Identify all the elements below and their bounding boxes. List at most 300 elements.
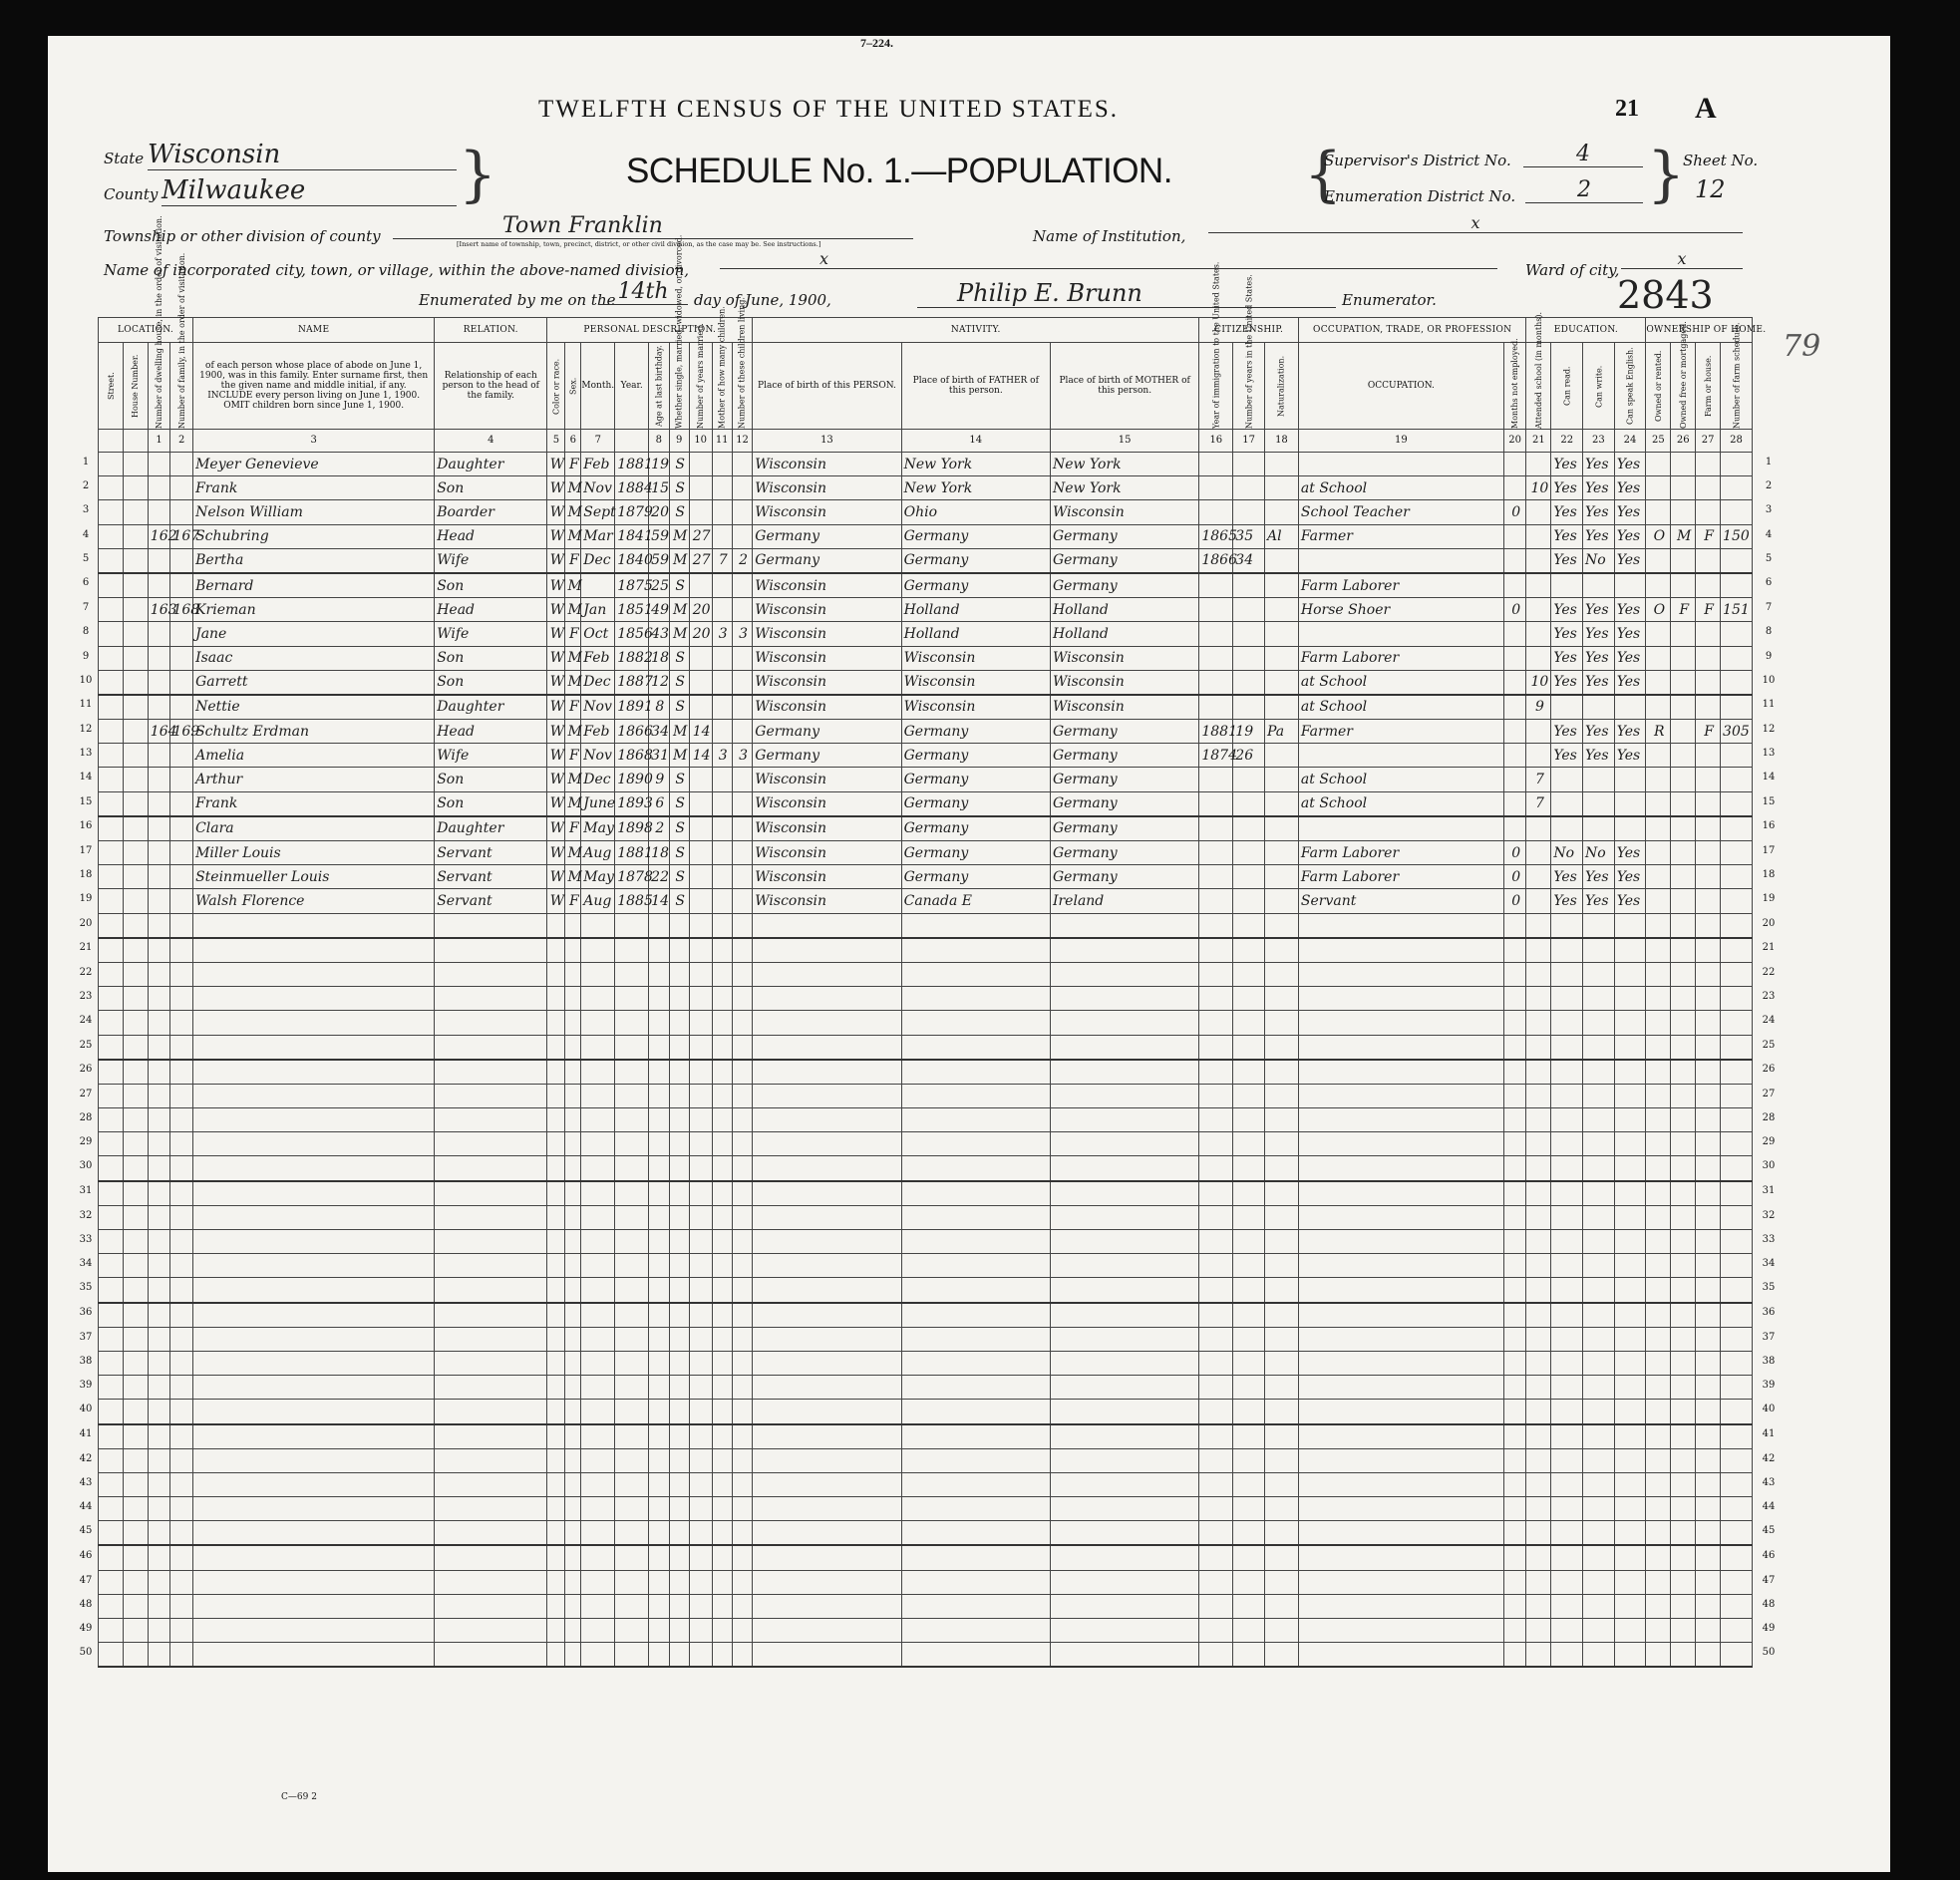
cell-occ: [1298, 744, 1503, 768]
row-number: 41: [79, 1428, 93, 1439]
row-number: 32: [79, 1210, 93, 1221]
cell-mu: [1503, 1084, 1526, 1107]
cell-rd: [1551, 1472, 1583, 1496]
cell-fm: [1671, 1448, 1696, 1472]
cell-imm: [1199, 1351, 1233, 1375]
cell-cl: [732, 1643, 752, 1668]
row-number: 27: [1762, 1089, 1776, 1099]
row-number: 6: [1765, 577, 1773, 588]
cell-blank: [99, 1351, 124, 1375]
cell-en: [1614, 791, 1646, 816]
cell-rd: Yes: [1551, 622, 1583, 646]
cell-own: [1646, 768, 1671, 791]
cell-age: [649, 1060, 669, 1085]
row-number: 44: [1762, 1501, 1776, 1512]
cell-bm: New York: [1050, 453, 1198, 476]
group-name: NAME: [193, 318, 435, 343]
cell-dw: [148, 453, 170, 476]
cell-fm: [1671, 1230, 1696, 1254]
cell-age: [649, 1472, 669, 1496]
cell-en: [1614, 1230, 1646, 1254]
cell-wr: Yes: [1583, 889, 1615, 913]
cell-dw: [148, 573, 170, 598]
enumerated-day: 14th: [598, 279, 688, 305]
cell-yrs: 19: [1233, 720, 1265, 744]
cell-ym: [689, 1376, 712, 1400]
cell-sex: [565, 962, 581, 986]
cell-cb: [712, 1327, 732, 1351]
cell-fs: [1721, 1400, 1753, 1424]
group-relation: RELATION.: [435, 318, 547, 343]
cell-rd: [1551, 1132, 1583, 1156]
cell-own: [1646, 1619, 1671, 1643]
cell-age: [649, 1376, 669, 1400]
cell-blank: [123, 1327, 148, 1351]
cell-sch: [1526, 1205, 1551, 1229]
cell-color: [547, 938, 565, 963]
cell-bm: [1050, 1181, 1198, 1206]
cell-occ: [1298, 962, 1503, 986]
cell-month: Feb: [581, 646, 615, 670]
cell-mu: [1503, 1497, 1526, 1521]
table-row: [99, 1448, 1753, 1472]
row-number: 4: [82, 529, 90, 540]
cell-fs: [1721, 1545, 1753, 1570]
cell-occ: Farm Laborer: [1298, 573, 1503, 598]
cell-en: Yes: [1614, 720, 1646, 744]
cell-blank: [99, 1376, 124, 1400]
cell-sex: [565, 1303, 581, 1328]
cell-occ: [1298, 1084, 1503, 1107]
cell-bf: [901, 1230, 1050, 1254]
cell-mar: [669, 1351, 689, 1375]
cell-rel: Son: [435, 791, 547, 816]
cell-own: [1646, 1327, 1671, 1351]
cell-bm: [1050, 1497, 1198, 1521]
cell-bf: [901, 1472, 1050, 1496]
cell-ym: [689, 1156, 712, 1181]
cell-year: [615, 1545, 649, 1570]
cell-fs: [1721, 1643, 1753, 1668]
row-number: 48: [79, 1599, 93, 1610]
cell-blank: [99, 453, 124, 476]
cell-rel: Son: [435, 476, 547, 500]
cell-blank: [99, 622, 124, 646]
cell-year: [615, 1108, 649, 1132]
cell-nat: [1264, 1351, 1298, 1375]
cell-fs: [1721, 1570, 1753, 1594]
table-row: [99, 1545, 1753, 1570]
cell-mu: [1503, 1400, 1526, 1424]
cell-rd: Yes: [1551, 720, 1583, 744]
cell-rd: [1551, 1035, 1583, 1060]
cell-mu: [1503, 768, 1526, 791]
cell-color: [547, 1351, 565, 1375]
cell-wr: [1583, 1400, 1615, 1424]
col-marital: Whether single, married, widowed, or divorced.: [669, 343, 689, 430]
cell-cb: [712, 1205, 732, 1229]
cell-cl: [732, 1497, 752, 1521]
cell-yrs: [1233, 1570, 1265, 1594]
cell-cl: [732, 1376, 752, 1400]
cell-fm: [1671, 1472, 1696, 1496]
cell-mar: [669, 962, 689, 986]
cell-fh: [1696, 1303, 1721, 1328]
col-attended-school: Attended school (in months).: [1526, 343, 1551, 430]
cell-color: [547, 1230, 565, 1254]
cell-year: 1866: [615, 720, 649, 744]
cell-ym: 27: [689, 524, 712, 548]
cell-wr: [1583, 1521, 1615, 1546]
cell-occ: at School: [1298, 476, 1503, 500]
cell-blank: [123, 744, 148, 768]
cell-color: [547, 1132, 565, 1156]
cell-bf: New York: [901, 453, 1050, 476]
cell-blank: [99, 987, 124, 1011]
cell-rel: Son: [435, 573, 547, 598]
cell-bm: New York: [1050, 476, 1198, 500]
cell-fh: [1696, 1619, 1721, 1643]
cell-fs: [1721, 622, 1753, 646]
cell-ym: [689, 1400, 712, 1424]
institution-label: Name of Institution,: [1033, 227, 1186, 245]
cell-sex: [565, 1156, 581, 1181]
cell-rel: [435, 1230, 547, 1254]
cell-own: [1646, 573, 1671, 598]
col-can-read: Can read.: [1551, 343, 1583, 430]
cell-ym: [689, 1108, 712, 1132]
cell-mu: [1503, 1303, 1526, 1328]
cell-sch: [1526, 1351, 1551, 1375]
cell-age: 59: [649, 524, 669, 548]
row-number: 49: [79, 1623, 93, 1634]
cell-en: Yes: [1614, 476, 1646, 500]
cell-bp: Wisconsin: [753, 476, 901, 500]
cell-ym: [689, 695, 712, 720]
table-row: [99, 1400, 1753, 1424]
row-number: 21: [1762, 942, 1776, 953]
cell-fm: [1671, 695, 1696, 720]
cell-fh: [1696, 865, 1721, 889]
cell-cl: [732, 962, 752, 986]
cell-dw: [148, 622, 170, 646]
cell-fs: [1721, 1132, 1753, 1156]
cell-ym: [689, 1011, 712, 1035]
cell-cl: [732, 1472, 752, 1496]
cell-month: [581, 1351, 615, 1375]
cell-bp: [753, 1545, 901, 1570]
cell-blank: [123, 1084, 148, 1107]
cell-occ: Servant: [1298, 889, 1503, 913]
table-row: [99, 670, 1753, 695]
cell-fs: 150: [1721, 524, 1753, 548]
cell-color: [547, 1205, 565, 1229]
cell-dw: [148, 1060, 170, 1085]
cell-age: [649, 1497, 669, 1521]
cell-blank: [123, 1521, 148, 1546]
cell-blank: [99, 1570, 124, 1594]
cell-imm: [1199, 1108, 1233, 1132]
cell-bf: [901, 1570, 1050, 1594]
cell-en: Yes: [1614, 622, 1646, 646]
cell-sch: [1526, 453, 1551, 476]
cell-mu: [1503, 1108, 1526, 1132]
row-number: 17: [1762, 845, 1776, 856]
cell-bf: [901, 1594, 1050, 1618]
cell-mu: [1503, 1011, 1526, 1035]
cell-dw: [148, 1424, 170, 1449]
cell-year: 1885: [615, 889, 649, 913]
cell-own: [1646, 695, 1671, 720]
cell-sch: [1526, 1060, 1551, 1085]
cell-own: [1646, 1472, 1671, 1496]
left-brace: {: [1304, 140, 1343, 209]
cell-fam: [170, 1351, 193, 1375]
cell-bf: [901, 1545, 1050, 1570]
table-row: [99, 1327, 1753, 1351]
cell-yrs: [1233, 987, 1265, 1011]
cell-wr: [1583, 1084, 1615, 1107]
cell-age: 15: [649, 476, 669, 500]
cell-wr: [1583, 1205, 1615, 1229]
cell-name: Garrett: [193, 670, 435, 695]
cell-age: [649, 962, 669, 986]
cell-bp: [753, 1521, 901, 1546]
cell-fam: [170, 1376, 193, 1400]
cell-color: [547, 1011, 565, 1035]
cell-year: [615, 1424, 649, 1449]
cell-blank: [99, 1327, 124, 1351]
cell-en: [1614, 1181, 1646, 1206]
cell-blank: [123, 913, 148, 938]
margin-note: 79: [1783, 329, 1821, 364]
cell-imm: [1199, 476, 1233, 500]
col-free-mortgaged: Owned free or mortgaged.: [1671, 343, 1696, 430]
cell-sex: F: [565, 889, 581, 913]
cell-rd: Yes: [1551, 670, 1583, 695]
enumeration-value: 2: [1525, 177, 1643, 203]
cell-cl: [732, 865, 752, 889]
cell-cb: [712, 1156, 732, 1181]
cell-sch: [1526, 622, 1551, 646]
cell-sch: [1526, 524, 1551, 548]
cell-dw: [148, 1035, 170, 1060]
cell-dw: [148, 1278, 170, 1303]
cell-sch: [1526, 646, 1551, 670]
column-number: 14: [901, 430, 1050, 453]
cell-fs: [1721, 938, 1753, 963]
cell-sex: M: [565, 476, 581, 500]
cell-cb: [712, 1230, 732, 1254]
cell-age: [649, 913, 669, 938]
cell-mar: M: [669, 720, 689, 744]
cell-cl: [732, 500, 752, 524]
cell-fh: [1696, 1132, 1721, 1156]
row-number: 47: [79, 1575, 93, 1586]
cell-bf: [901, 1132, 1050, 1156]
cell-nat: [1264, 1254, 1298, 1278]
cell-fm: [1671, 1254, 1696, 1278]
cell-blank: [99, 1448, 124, 1472]
cell-bp: [753, 1108, 901, 1132]
cell-yrs: [1233, 1400, 1265, 1424]
cell-year: [615, 938, 649, 963]
cell-rd: Yes: [1551, 548, 1583, 573]
cell-color: [547, 1376, 565, 1400]
cell-sex: M: [565, 865, 581, 889]
cell-fs: [1721, 1035, 1753, 1060]
cell-mu: [1503, 1181, 1526, 1206]
cell-ym: [689, 573, 712, 598]
cell-rel: Wife: [435, 744, 547, 768]
cell-dw: [148, 816, 170, 841]
cell-fh: [1696, 913, 1721, 938]
cell-imm: [1199, 1011, 1233, 1035]
cell-year: [615, 1278, 649, 1303]
cell-fs: [1721, 453, 1753, 476]
table-row: [99, 1619, 1753, 1643]
cell-nat: [1264, 476, 1298, 500]
cell-rd: [1551, 1060, 1583, 1085]
cell-en: [1614, 1205, 1646, 1229]
cell-cl: 2: [732, 548, 752, 573]
cell-year: [615, 1035, 649, 1060]
cell-bf: [901, 1376, 1050, 1400]
cell-blank: [99, 768, 124, 791]
cell-month: [581, 1132, 615, 1156]
cell-blank: [99, 1181, 124, 1206]
cell-cl: [732, 1303, 752, 1328]
cell-fh: [1696, 453, 1721, 476]
cell-bm: Holland: [1050, 622, 1198, 646]
cell-fam: [170, 1181, 193, 1206]
cell-cl: [732, 670, 752, 695]
cell-color: W: [547, 791, 565, 816]
cell-color: [547, 1327, 565, 1351]
cell-imm: [1199, 1472, 1233, 1496]
cell-occ: [1298, 1472, 1503, 1496]
cell-year: [615, 1156, 649, 1181]
col-house-number: House Number.: [123, 343, 148, 430]
cell-ym: [689, 1570, 712, 1594]
cell-wr: Yes: [1583, 646, 1615, 670]
row-number: 40: [1762, 1404, 1776, 1414]
cell-bp: [753, 1181, 901, 1206]
cell-mar: S: [669, 646, 689, 670]
cell-nat: [1264, 816, 1298, 841]
column-number: 12: [732, 430, 752, 453]
cell-month: Nov: [581, 695, 615, 720]
cell-mar: M: [669, 598, 689, 622]
cell-bp: Germany: [753, 744, 901, 768]
cell-en: [1614, 987, 1646, 1011]
cell-sch: [1526, 1643, 1551, 1668]
row-number: 35: [1762, 1282, 1776, 1293]
table-row: [99, 500, 1753, 524]
cell-ym: [689, 1497, 712, 1521]
cell-bm: [1050, 987, 1198, 1011]
cell-en: Yes: [1614, 548, 1646, 573]
cell-blank: [99, 720, 124, 744]
cell-blank: [99, 1545, 124, 1570]
row-number: 39: [1762, 1380, 1776, 1391]
cell-bf: Germany: [901, 865, 1050, 889]
cell-blank: [99, 1619, 124, 1643]
cell-ym: [689, 1643, 712, 1668]
cell-name: [193, 1619, 435, 1643]
cell-age: [649, 1521, 669, 1546]
column-number: 22: [1551, 430, 1583, 453]
cell-yrs: [1233, 1230, 1265, 1254]
cell-fs: [1721, 1376, 1753, 1400]
cell-yrs: [1233, 1545, 1265, 1570]
cell-blank: [99, 1497, 124, 1521]
row-number: 31: [1762, 1185, 1776, 1196]
cell-nat: [1264, 573, 1298, 598]
cell-own: [1646, 1570, 1671, 1594]
cell-color: [547, 1303, 565, 1328]
cell-occ: at School: [1298, 768, 1503, 791]
cell-occ: Farm Laborer: [1298, 865, 1503, 889]
cell-fm: [1671, 1035, 1696, 1060]
cell-year: 1868: [615, 744, 649, 768]
column-number: 24: [1614, 430, 1646, 453]
cell-sex: F: [565, 744, 581, 768]
table-row: [99, 865, 1753, 889]
cell-mu: [1503, 816, 1526, 841]
row-number: 28: [1762, 1112, 1776, 1123]
cell-month: Aug: [581, 841, 615, 865]
cell-blank: [123, 1619, 148, 1643]
cell-ym: [689, 476, 712, 500]
cell-mar: S: [669, 889, 689, 913]
cell-imm: [1199, 1594, 1233, 1618]
state-label: State: [104, 150, 145, 167]
cell-sex: [565, 1181, 581, 1206]
cell-fs: [1721, 889, 1753, 913]
cell-own: [1646, 791, 1671, 816]
cell-own: [1646, 1594, 1671, 1618]
cell-year: 1841: [615, 524, 649, 548]
cell-dw: [148, 1181, 170, 1206]
cell-ym: [689, 500, 712, 524]
cell-occ: [1298, 1424, 1503, 1449]
cell-mu: [1503, 1521, 1526, 1546]
column-number: 2: [170, 430, 193, 453]
cell-fm: [1671, 1619, 1696, 1643]
row-number: 36: [79, 1307, 93, 1318]
cell-imm: [1199, 1132, 1233, 1156]
cell-dw: [148, 1254, 170, 1278]
table-row: [99, 695, 1753, 720]
cell-dw: [148, 841, 170, 865]
cell-fs: [1721, 1084, 1753, 1107]
cell-dw: [148, 1327, 170, 1351]
cell-bp: Germany: [753, 548, 901, 573]
cell-mu: [1503, 453, 1526, 476]
cell-own: [1646, 1108, 1671, 1132]
cell-fh: [1696, 816, 1721, 841]
cell-blank: [99, 1132, 124, 1156]
cell-own: [1646, 1278, 1671, 1303]
cell-fs: [1721, 841, 1753, 865]
cell-mu: [1503, 1254, 1526, 1278]
cell-fam: [170, 1545, 193, 1570]
cell-en: Yes: [1614, 598, 1646, 622]
cell-age: 6: [649, 791, 669, 816]
cell-fs: [1721, 476, 1753, 500]
cell-own: [1646, 938, 1671, 963]
